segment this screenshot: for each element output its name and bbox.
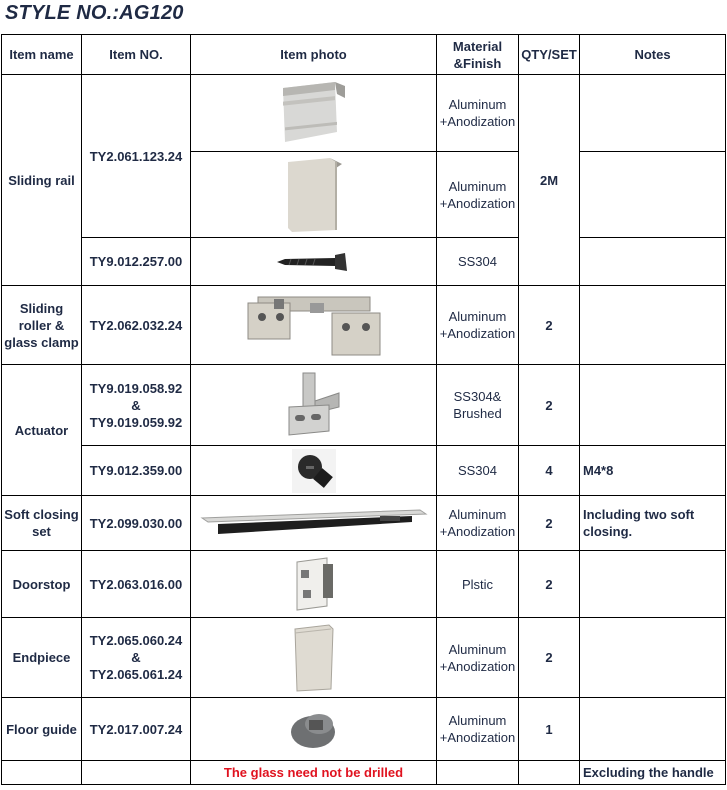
qty-cell: 2 xyxy=(519,551,580,618)
item-name-cell: Sliding roller & glass clamp xyxy=(2,286,82,365)
rail-profile-image xyxy=(279,80,349,146)
screw-image xyxy=(275,252,353,272)
notes-cell xyxy=(580,152,726,238)
item-no-cell: TY9.012.257.00 xyxy=(82,238,191,286)
roller-clamp-image xyxy=(244,291,384,359)
notes-cell xyxy=(580,365,726,446)
item-name-cell: Actuator xyxy=(2,365,82,496)
item-name-cell: Soft closing set xyxy=(2,496,82,551)
material-cell: SS304& Brushed xyxy=(437,365,519,446)
header-qty: QTY/SET xyxy=(519,35,580,75)
item-no-line: TY9.019.059.92 xyxy=(89,414,183,430)
item-photo-cell xyxy=(191,446,437,496)
item-no-line: TY2.065.061.24 xyxy=(89,667,183,682)
header-material: Material &Finish xyxy=(437,35,519,75)
table-row xyxy=(2,496,726,551)
material-cell: SS304 xyxy=(437,446,519,496)
footer-empty-cell xyxy=(82,761,191,785)
item-photo-cell xyxy=(191,551,437,618)
notes-cell xyxy=(580,551,726,618)
material-cell: Plstic xyxy=(437,551,519,618)
footer-empty-cell xyxy=(519,761,580,785)
header-row xyxy=(2,35,726,75)
doorstop-image xyxy=(291,556,337,612)
item-name-cell: Doorstop xyxy=(2,551,82,618)
notes-cell xyxy=(580,75,726,152)
material-cell: Aluminum +Anodization xyxy=(437,618,519,698)
footer-empty-cell xyxy=(437,761,519,785)
footer-row xyxy=(2,761,726,785)
qty-cell: 2 xyxy=(519,286,580,365)
item-no-cell: TY2.017.007.24 xyxy=(82,698,191,761)
item-no-line: TY9.019.058.92 xyxy=(89,380,183,396)
item-no-cell: TY9.012.359.00 xyxy=(82,446,191,496)
qty-cell: 1 xyxy=(519,698,580,761)
table-row xyxy=(2,618,726,698)
footer-empty-cell xyxy=(2,761,82,785)
table-row xyxy=(2,365,726,446)
handle-note: Excluding the handle xyxy=(580,761,726,785)
notes-cell xyxy=(580,618,726,698)
notes-cell xyxy=(580,238,726,286)
notes-cell: M4*8 xyxy=(580,446,726,496)
header-item-no: Item NO. xyxy=(82,35,191,75)
notes-cell xyxy=(580,698,726,761)
rail-cover-image xyxy=(284,156,344,234)
item-photo-cell xyxy=(191,238,437,286)
item-no-cell xyxy=(82,365,191,446)
qty-cell: 2 xyxy=(519,496,580,551)
table-row xyxy=(2,238,726,286)
item-no-cell: TY2.061.123.24 xyxy=(82,75,191,238)
table-row xyxy=(2,75,726,152)
item-name-cell: Sliding rail xyxy=(2,75,82,286)
item-photo-cell xyxy=(191,152,437,238)
qty-cell: 2 xyxy=(519,618,580,698)
table-row xyxy=(2,551,726,618)
material-cell: Aluminum +Anodization xyxy=(437,152,519,238)
glass-note: The glass need not be drilled xyxy=(191,761,437,785)
material-cell: Aluminum +Anodization xyxy=(437,698,519,761)
actuator-image xyxy=(285,371,343,439)
item-no-cell: TY2.099.030.00 xyxy=(82,496,191,551)
table-row xyxy=(2,698,726,761)
item-no-cell xyxy=(82,618,191,698)
bolt-image xyxy=(292,449,336,493)
header-item-photo: Item photo xyxy=(191,35,437,75)
table-row xyxy=(2,286,726,365)
item-no-ampersand: & xyxy=(131,650,141,665)
item-no-cell: TY2.062.032.24 xyxy=(82,286,191,365)
soft-closing-image xyxy=(200,508,428,538)
material-cell: Aluminum +Anodization xyxy=(437,286,519,365)
endpiece-image xyxy=(291,623,337,693)
item-no-line: TY2.065.060.24 xyxy=(89,633,183,648)
notes-cell xyxy=(580,286,726,365)
header-notes: Notes xyxy=(580,35,726,75)
item-photo-cell xyxy=(191,286,437,365)
material-cell: Aluminum +Anodization xyxy=(437,75,519,152)
item-name-cell: Endpiece xyxy=(2,618,82,698)
table-row xyxy=(2,446,726,496)
item-no-cell: TY2.063.016.00 xyxy=(82,551,191,618)
material-cell: Aluminum +Anodization xyxy=(437,496,519,551)
header-item-name: Item name xyxy=(2,35,82,75)
item-photo-cell xyxy=(191,496,437,551)
qty-cell: 2M xyxy=(519,75,580,286)
item-no-ampersand: & xyxy=(131,397,141,413)
item-photo-cell xyxy=(191,75,437,152)
item-name-cell: Floor guide xyxy=(2,698,82,761)
item-photo-cell xyxy=(191,365,437,446)
item-photo-cell xyxy=(191,618,437,698)
notes-cell: Including two soft closing. xyxy=(580,496,726,551)
material-cell: SS304 xyxy=(437,238,519,286)
item-photo-cell xyxy=(191,698,437,761)
floor-guide-image xyxy=(289,706,339,752)
qty-cell: 2 xyxy=(519,365,580,446)
qty-cell: 4 xyxy=(519,446,580,496)
style-number-title: STYLE NO.:AG120 xyxy=(5,2,184,24)
parts-table xyxy=(1,34,726,785)
